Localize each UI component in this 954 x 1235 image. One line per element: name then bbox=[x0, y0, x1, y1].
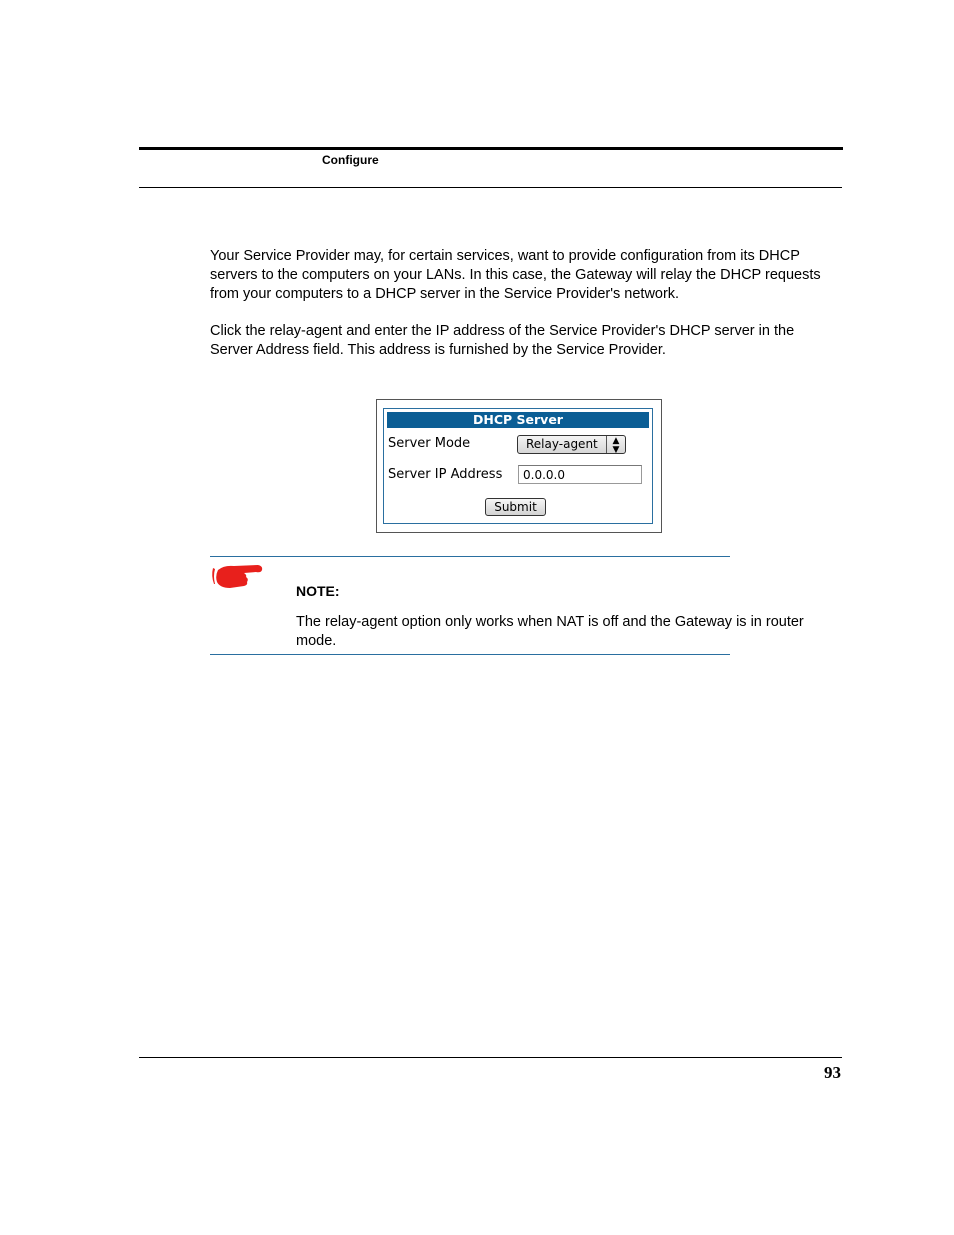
instruction-paragraph: Click the relay-agent and enter the IP address of the Service Provider's DHCP server in the Server Address field. This address is furnished by the Service Provider. bbox=[210, 323, 795, 358]
page-number: 93 bbox=[824, 1063, 841, 1082]
dhcp-panel-title: DHCP Server bbox=[387, 412, 649, 428]
note-title: NOTE: bbox=[296, 583, 340, 599]
note-bottom-rule bbox=[210, 654, 730, 655]
server-ip-label: Server IP Address bbox=[388, 467, 503, 482]
header-divider bbox=[139, 187, 842, 188]
dhcp-server-screenshot bbox=[376, 399, 662, 533]
submit-button[interactable]: Submit bbox=[485, 498, 546, 516]
server-mode-select[interactable] bbox=[517, 435, 626, 454]
server-mode-value: Relay-agent bbox=[526, 437, 598, 451]
intro-paragraph: Your Service Provider may, for certain services, want to provide configuration from its DHCP servers to the computers on your LANs. In this case, the Gateway will relay the DHCP requests from your computers to a DHCP server in the Service Provider's network. bbox=[210, 248, 821, 302]
note-text: The relay-agent option only works when NAT is off and the Gateway is in router mode. bbox=[296, 614, 804, 649]
server-ip-input[interactable]: 0.0.0.0 bbox=[518, 465, 642, 484]
note-top-rule bbox=[210, 556, 730, 557]
pointing-hand-icon bbox=[210, 562, 264, 590]
header-rule bbox=[139, 147, 843, 150]
footer-rule bbox=[139, 1057, 842, 1058]
updown-arrows-icon: ▲ ▼ bbox=[606, 436, 625, 453]
dhcp-server-panel bbox=[383, 408, 653, 524]
section-title: Configure bbox=[322, 153, 379, 167]
server-mode-label: Server Mode bbox=[388, 436, 471, 451]
